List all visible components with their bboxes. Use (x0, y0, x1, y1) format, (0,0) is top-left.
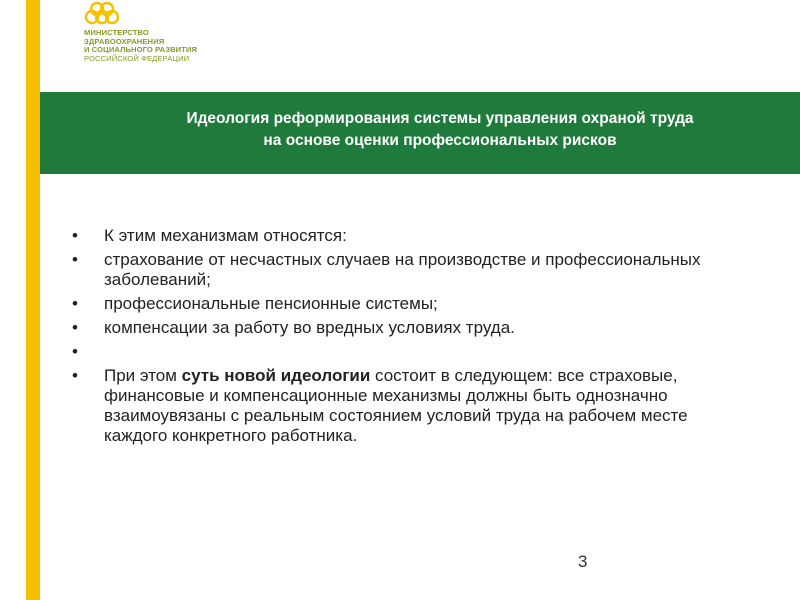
bullet-item (72, 294, 732, 314)
bullet-marker: • (72, 250, 78, 269)
bullet-text: страхование от несчастных случаев на производстве и профессиональных заболеваний; (104, 250, 701, 289)
slide-title (40, 108, 800, 152)
ministry-emblem-icon (80, 0, 130, 30)
bullet-text-emphasis: суть новой идеологии (181, 366, 371, 385)
left-accent-stripe (26, 0, 40, 600)
bullet-item (72, 318, 732, 338)
logo-line-4: РОССИЙСКОЙ ФЕДЕРАЦИИ (84, 53, 190, 63)
bullet-item-empty (72, 342, 732, 362)
bullet-marker: • (72, 342, 78, 361)
bullet-marker: • (72, 226, 78, 245)
slide-title-line-2: на основе оценки профессиональных рисков (263, 132, 617, 149)
logo-line-3: И СОЦИАЛЬНОГО РАЗВИТИЯ (84, 45, 198, 55)
ministry-name (84, 29, 197, 63)
bullet-text-prefix: При этом (104, 366, 182, 385)
bullet-marker: • (72, 294, 78, 313)
page-number: 3 (578, 552, 588, 571)
bullet-item (72, 226, 732, 246)
slide-title-line-1: Идеология реформирования системы управления охраной труда (186, 110, 694, 127)
bullet-text: компенсации за работу во вредных условиях труда. (104, 318, 515, 337)
bullet-text: профессиональные пенсионные системы; (104, 294, 438, 313)
logo-line-2: ЗДРАВООХРАНЕНИЯ (84, 36, 165, 46)
bullet-text: К этим механизмам относятся: (104, 226, 347, 245)
bullet-text-rest: состоит в следующем: все страховые, финансовые и компенсационные механизмы должны быть однозначно взаимоувязаны с реальным состоянием условий труда на рабочем месте каждого конкретного работника. (104, 366, 688, 445)
bullet-list (72, 226, 732, 450)
bullet-marker: • (72, 318, 78, 337)
title-banner (40, 92, 800, 174)
logo-line-1: МИНИСТЕРСТВО (84, 28, 149, 37)
ministry-logo (80, 0, 250, 70)
bullet-item-ideology (72, 366, 732, 446)
bullet-marker: • (72, 366, 78, 385)
bullet-item (72, 250, 732, 290)
